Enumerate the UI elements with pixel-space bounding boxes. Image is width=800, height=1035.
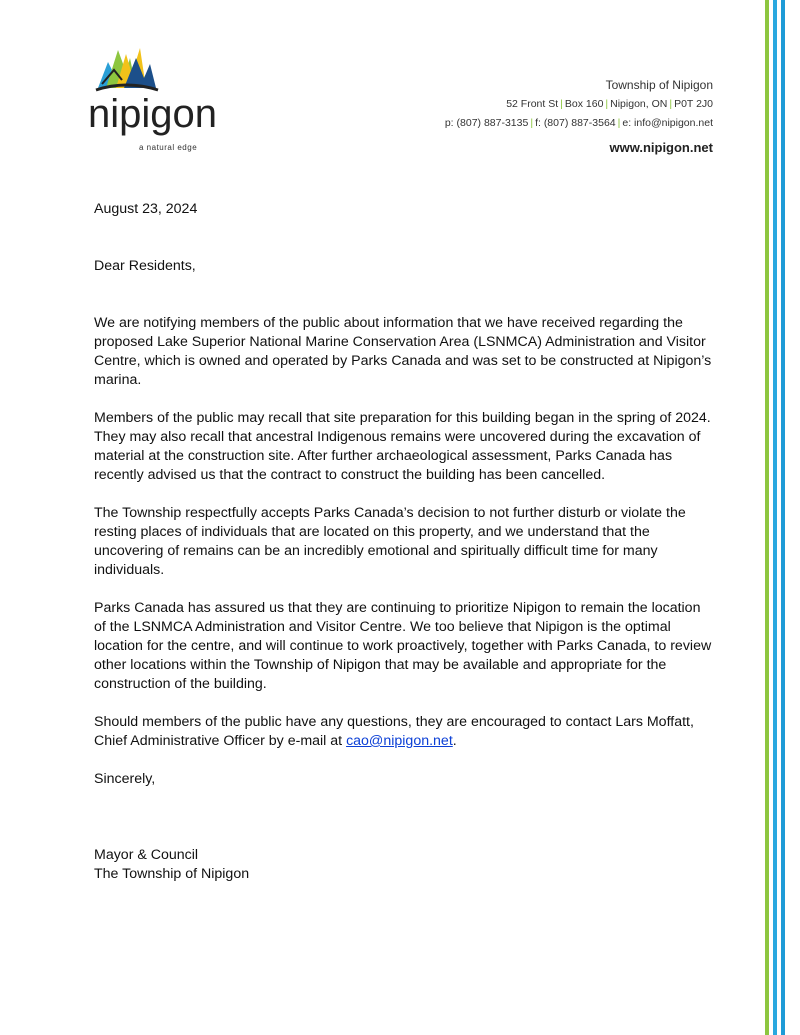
- cao-email-link[interactable]: cao@nipigon.net: [346, 733, 453, 749]
- letter-closing: Sincerely,: [94, 771, 156, 787]
- logo-mountains-icon: [92, 44, 162, 96]
- letter-paragraph: The Township respectfully accepts Parks Canada’s decision to not further disturb or violate the resting places of individuals that are located on this property, and we understand that the uncovering of remains can be an incredibly emotional and spiritually difficult time for many individuals.: [94, 505, 686, 578]
- org-name: Township of Nipigon: [605, 78, 713, 92]
- address-street: 52 Front St: [506, 98, 559, 110]
- letterhead-contact-block: [445, 76, 713, 157]
- address-box: Box 160: [564, 98, 604, 110]
- separator: |: [560, 98, 563, 110]
- signature-line: The Township of Nipigon: [94, 866, 250, 882]
- letter-paragraph: Parks Canada has assured us that they are continuing to prioritize Nipigon to remain the location of the LSNMCA Administration and Visitor Centre. We too believe that Nipigon is the optimal location for the centre, and will continue to work proactively, together with Parks Canada, to review other locations within the Township of Nipigon that may be available and appropriate for the construction of the building.: [94, 600, 712, 692]
- contact-paragraph-end: .: [452, 733, 457, 749]
- letter-paragraph: We are notifying members of the public about information that we have received regarding the proposed Lake Superior National Marine Conservation Area (LSNMCA) Administration and Visitor Centre, which is owned and operated by Parks Canada and was set to be constructed at Nipigon’s marina.: [94, 315, 712, 388]
- website-url: www.nipigon.net: [609, 140, 713, 155]
- logo-wordmark: nipigon: [88, 92, 218, 136]
- letter-date: August 23, 2024: [94, 201, 198, 217]
- letter-body: [94, 200, 714, 884]
- address-city: Nipigon, ON: [610, 98, 668, 110]
- letter-paragraph: Members of the public may recall that site preparation for this building began in the spring of 2024. They may also recall that ancestral Indigenous remains were uncovered during the excavation of material at the construction site. After further archaeological assessment, Parks Canada has recently advised us that the contract to construct the building has been cancelled.: [94, 410, 711, 483]
- logo-tagline: a natural edge: [139, 143, 198, 152]
- letter-salutation: Dear Residents,: [94, 258, 196, 274]
- nipigon-logo: [88, 44, 218, 154]
- signature-line: Mayor & Council: [94, 847, 199, 863]
- letter-paragraph-contact: [94, 713, 714, 751]
- separator: |: [617, 117, 621, 129]
- contact-line: [445, 114, 713, 133]
- contact-email: e: info@nipigon.net: [622, 117, 713, 129]
- address-postal: P0T 2J0: [674, 98, 713, 110]
- separator: |: [530, 117, 534, 129]
- separator: |: [669, 98, 673, 110]
- right-border-stripe-green: [765, 0, 769, 1035]
- address-line: [445, 95, 713, 114]
- separator: |: [605, 98, 609, 110]
- contact-phone: p: (807) 887-3135: [444, 117, 529, 129]
- right-border-stripe-blue: [773, 0, 777, 1035]
- contact-paragraph-text: Should members of the public have any questions, they are encouraged to contact Lars Moffatt, Chief Administrative Officer by e-mail at: [94, 714, 694, 749]
- right-border-stripe-blue-dark: [781, 0, 785, 1035]
- contact-fax: f: (807) 887-3564: [535, 117, 616, 129]
